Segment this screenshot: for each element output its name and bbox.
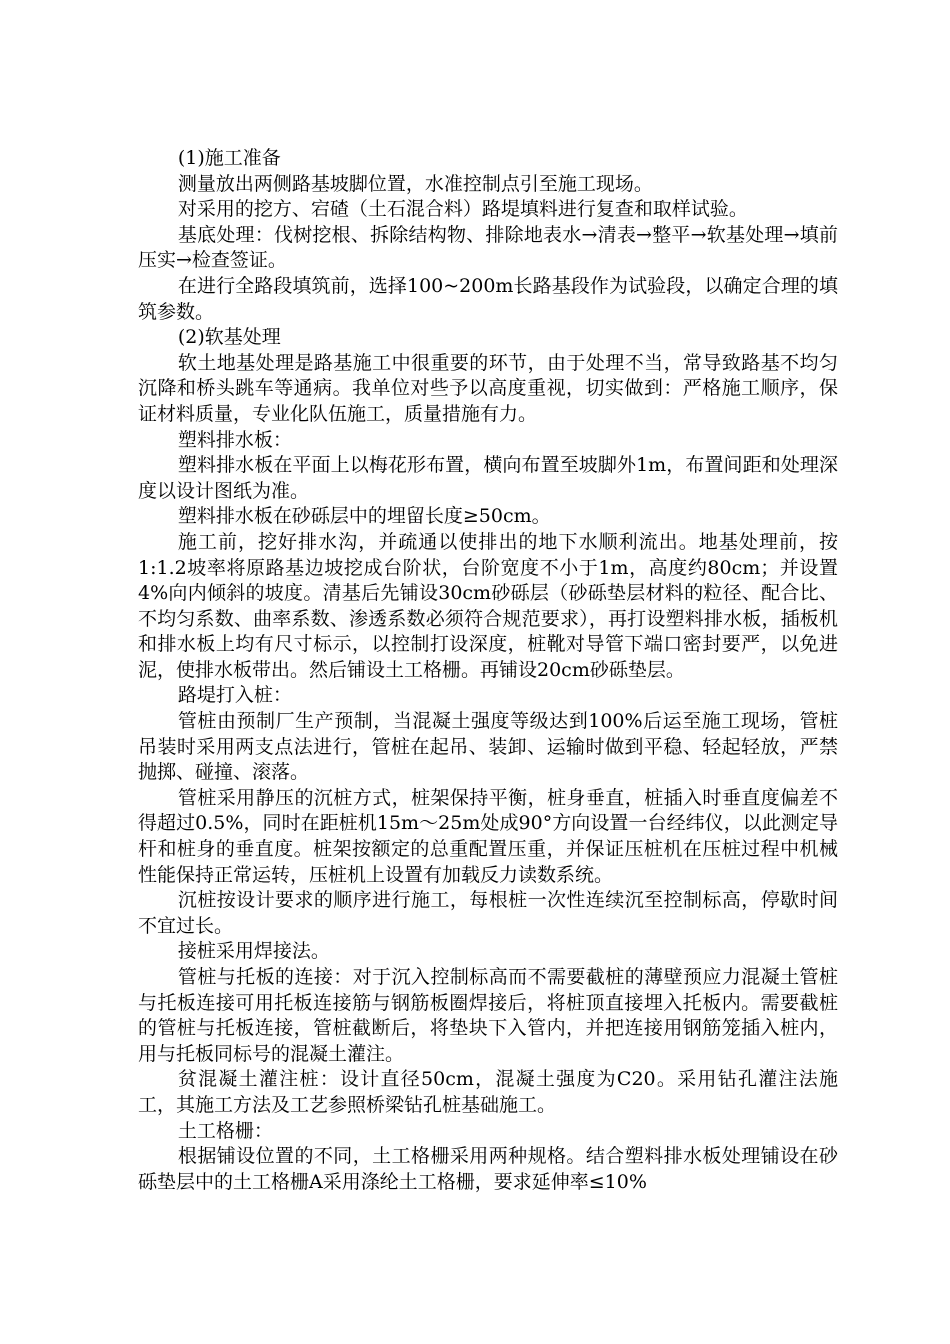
paragraph: 接桩采用焊接法。 [177, 940, 330, 963]
document-body [138, 146, 838, 1195]
subheading-drain-board: 塑料排水板： [177, 428, 292, 451]
subheading-geogrid: 土工格栅： [177, 1119, 273, 1142]
paragraph: 塑料排水板在平面上以梅花形布置，横向布置至坡脚外1m，布置间距和处理深度以设计图纸为准。 [138, 454, 838, 502]
paragraph: 管桩与托板的连接：对于沉入控制标高而不需要截桩的薄壁预应力混凝土管桩与托板连接可用托板连接筋与钢筋板圈焊接后，将桩顶直接埋入托板内。需要截桩的管桩与托板连接，管桩截断后，将垫块下入管内，并把连接用钢筋笼插入桩内，用与托板同标号的混凝土灌注。 [138, 966, 838, 1065]
paragraph: 塑料排水板在砂砾层中的埋留长度≥50cm。 [177, 505, 551, 528]
paragraph: 在进行全路段填筑前，选择100~200m长路基段作为试验段，以确定合理的填筑参数。 [138, 274, 838, 323]
paragraph: 沉桩按设计要求的顺序进行施工，每根桩一次性连续沉至控制标高，停歇时间不宜过长。 [138, 889, 838, 937]
paragraph: 测量放出两侧路基坡脚位置，水准控制点引至施工现场。 [177, 172, 653, 195]
paragraph: 对采用的挖方、宕碴（土石混合料）路堤填料进行复查和取样试验。 [177, 198, 748, 221]
paragraph: 基底处理：伐树挖根、拆除结构物、排除地表水→清表→整平→软基处理→填前压实→检查签证。 [138, 223, 838, 272]
heading-soft-foundation: (2)软基处理 [177, 326, 281, 349]
paragraph: 施工前，挖好排水沟，并疏通以使排出的地下水顺利流出。地基处理前，按1:1.2坡率将原路基边坡挖成台阶状，台阶宽度不小于1m，高度约80cm；并设置4%向内倾斜的坡度。清基后先铺设30cm砂砾层（砂砾垫层材料的粒径、配合比、不均匀系数、曲率系数、渗透系数必须符合规范要求），再打设塑料排水板，插板机和排水板上均有尺寸标示，以控制打设深度，桩靴对导管下端口密封要严，以免进泥，使排水板带出。然后铺设土工格栅。再铺设20cm砂砾垫层。 [138, 530, 838, 681]
paragraph: 管桩采用静压的沉桩方式，桩架保持平衡，桩身垂直，桩插入时垂直度偏差不得超过0.5%，同时在距桩机15m～25m处成90°方向设置一台经纬仪，以此测定导杆和桩身的垂直度。桩架按额定的总重配置压重，并保证压桩机在压桩过程中机械性能保持正常运转，压桩机上设置有加载反力读数系统。 [138, 786, 838, 886]
paragraph: 贫混凝土灌注桩：设计直径50cm，混凝土强度为C20。采用钻孔灌注法施工，其施工方法及工艺参照桥梁钻孔桩基础施工。 [138, 1068, 838, 1116]
paragraph: 根据铺设位置的不同，土工格栅采用两种规格。结合塑料排水板处理铺设在砂砾垫层中的土工格栅A采用涤纶土工格栅，要求延伸率≤10% [138, 1145, 838, 1193]
subheading-driven-pile: 路堤打入桩： [177, 684, 292, 707]
paragraph: 管桩由预制厂生产预制，当混凝土强度等级达到100%后运至施工现场，管桩吊装时采用两支点法进行，管桩在起吊、装卸、运输时做到平稳、轻起轻放，严禁抛掷、碰撞、滚落。 [138, 710, 838, 784]
heading-construction-preparation: (1)施工准备 [177, 147, 281, 169]
paragraph: 软土地基处理是路基施工中很重要的环节，由于处理不当，常导致路基不均匀沉降和桥头跳车等通病。我单位对些予以高度重视，切实做到：严格施工顺序，保证材料质量，专业化队伍施工，质量措施有力。 [138, 351, 838, 425]
